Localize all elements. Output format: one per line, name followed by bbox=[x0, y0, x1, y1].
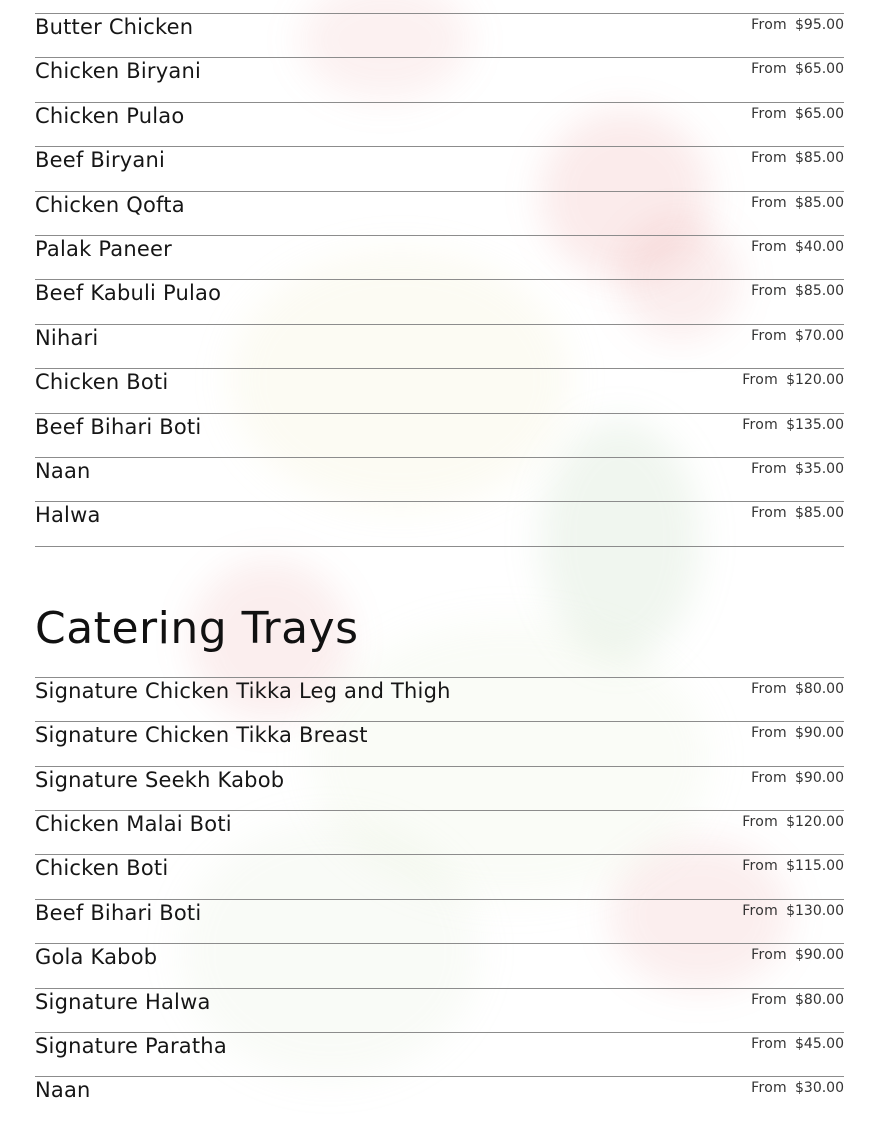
item-price bbox=[751, 150, 844, 166]
item-price bbox=[751, 195, 844, 211]
item-price bbox=[751, 947, 844, 963]
item-name: Signature Seekh Kabob bbox=[35, 768, 285, 792]
price-value: $85.00 bbox=[795, 283, 844, 299]
price-value: $130.00 bbox=[786, 903, 844, 919]
item-price bbox=[751, 328, 844, 344]
price-value: $65.00 bbox=[795, 61, 844, 77]
price-value: $70.00 bbox=[795, 328, 844, 344]
price-value: $90.00 bbox=[795, 947, 844, 963]
from-label: From bbox=[751, 681, 787, 697]
item-name: Chicken Malai Boti bbox=[35, 812, 232, 836]
item-price bbox=[751, 461, 844, 477]
item-price bbox=[751, 61, 844, 77]
item-name: Beef Bihari Boti bbox=[35, 415, 202, 439]
from-label: From bbox=[742, 903, 779, 919]
from-label: From bbox=[751, 725, 787, 741]
menu-item bbox=[35, 1032, 844, 1077]
from-label: From bbox=[742, 417, 779, 433]
item-price bbox=[742, 858, 844, 874]
item-name: Signature Paratha bbox=[35, 1034, 227, 1058]
item-name: Nihari bbox=[35, 326, 99, 350]
item-price bbox=[751, 239, 844, 255]
item-name: Beef Kabuli Pulao bbox=[35, 281, 222, 305]
price-value: $45.00 bbox=[795, 1036, 844, 1052]
item-price bbox=[751, 992, 844, 1008]
price-value: $120.00 bbox=[786, 814, 844, 830]
item-price bbox=[742, 903, 844, 919]
item-price bbox=[751, 681, 844, 697]
from-label: From bbox=[751, 239, 787, 255]
menu-item bbox=[35, 899, 844, 944]
price-value: $90.00 bbox=[795, 770, 844, 786]
menu-item bbox=[35, 457, 844, 502]
menu-item bbox=[35, 324, 844, 369]
menu-item bbox=[35, 766, 844, 811]
menu-item bbox=[35, 368, 844, 413]
item-name: Naan bbox=[35, 459, 91, 483]
from-label: From bbox=[751, 770, 787, 786]
price-value: $65.00 bbox=[795, 106, 844, 122]
item-price bbox=[751, 1036, 844, 1052]
menu-item bbox=[35, 1076, 844, 1121]
item-price bbox=[751, 505, 844, 521]
price-value: $80.00 bbox=[795, 992, 844, 1008]
item-name: Chicken Pulao bbox=[35, 104, 185, 128]
from-label: From bbox=[751, 1080, 787, 1096]
price-value: $35.00 bbox=[795, 461, 844, 477]
from-label: From bbox=[751, 461, 787, 477]
menu-item bbox=[35, 13, 844, 58]
price-value: $135.00 bbox=[786, 417, 844, 433]
from-label: From bbox=[751, 17, 787, 33]
price-value: $40.00 bbox=[795, 239, 844, 255]
item-name: Chicken Biryani bbox=[35, 59, 201, 83]
price-value: $85.00 bbox=[795, 150, 844, 166]
menu-item bbox=[35, 677, 844, 722]
menu-item bbox=[35, 988, 844, 1033]
item-name: Beef Bihari Boti bbox=[35, 901, 202, 925]
divider bbox=[35, 546, 844, 547]
price-value: $95.00 bbox=[795, 17, 844, 33]
menu-item bbox=[35, 146, 844, 191]
from-label: From bbox=[751, 992, 787, 1008]
menu-item bbox=[35, 191, 844, 236]
item-name: Halwa bbox=[35, 503, 101, 527]
item-price bbox=[742, 372, 844, 388]
price-value: $115.00 bbox=[786, 858, 844, 874]
item-price bbox=[742, 417, 844, 433]
menu-item bbox=[35, 413, 844, 458]
item-name: Signature Halwa bbox=[35, 990, 211, 1014]
item-name: Signature Chicken Tikka Leg and Thigh bbox=[35, 679, 451, 703]
item-name: Palak Paneer bbox=[35, 237, 172, 261]
item-price bbox=[751, 283, 844, 299]
item-price bbox=[751, 17, 844, 33]
from-label: From bbox=[751, 1036, 787, 1052]
item-name: Chicken Qofta bbox=[35, 193, 185, 217]
menu-item bbox=[35, 810, 844, 855]
menu-item bbox=[35, 235, 844, 280]
menu-item bbox=[35, 501, 844, 546]
menu-item bbox=[35, 854, 844, 899]
item-name: Signature Chicken Tikka Breast bbox=[35, 723, 368, 747]
section-title: Catering Trays bbox=[35, 603, 359, 654]
price-value: $30.00 bbox=[795, 1080, 844, 1096]
item-name: Butter Chicken bbox=[35, 15, 194, 39]
item-price bbox=[751, 106, 844, 122]
from-label: From bbox=[751, 283, 787, 299]
price-value: $85.00 bbox=[795, 505, 844, 521]
price-value: $85.00 bbox=[795, 195, 844, 211]
from-label: From bbox=[751, 61, 787, 77]
from-label: From bbox=[751, 505, 787, 521]
item-name: Beef Biryani bbox=[35, 148, 166, 172]
item-price bbox=[751, 770, 844, 786]
menu-item bbox=[35, 721, 844, 766]
item-price bbox=[751, 725, 844, 741]
from-label: From bbox=[751, 150, 787, 166]
price-value: $80.00 bbox=[795, 681, 844, 697]
item-price bbox=[742, 814, 844, 830]
item-name: Chicken Boti bbox=[35, 370, 169, 394]
from-label: From bbox=[751, 106, 787, 122]
menu-item bbox=[35, 57, 844, 102]
price-value: $90.00 bbox=[795, 725, 844, 741]
item-price bbox=[751, 1080, 844, 1096]
menu-item bbox=[35, 279, 844, 324]
from-label: From bbox=[742, 858, 779, 874]
item-name: Chicken Boti bbox=[35, 856, 169, 880]
item-name: Naan bbox=[35, 1078, 91, 1102]
price-value: $120.00 bbox=[786, 372, 844, 388]
from-label: From bbox=[751, 195, 787, 211]
from-label: From bbox=[751, 947, 787, 963]
from-label: From bbox=[742, 372, 779, 388]
from-label: From bbox=[751, 328, 787, 344]
from-label: From bbox=[742, 814, 779, 830]
menu-item bbox=[35, 102, 844, 147]
menu-item bbox=[35, 943, 844, 988]
item-name: Gola Kabob bbox=[35, 945, 158, 969]
